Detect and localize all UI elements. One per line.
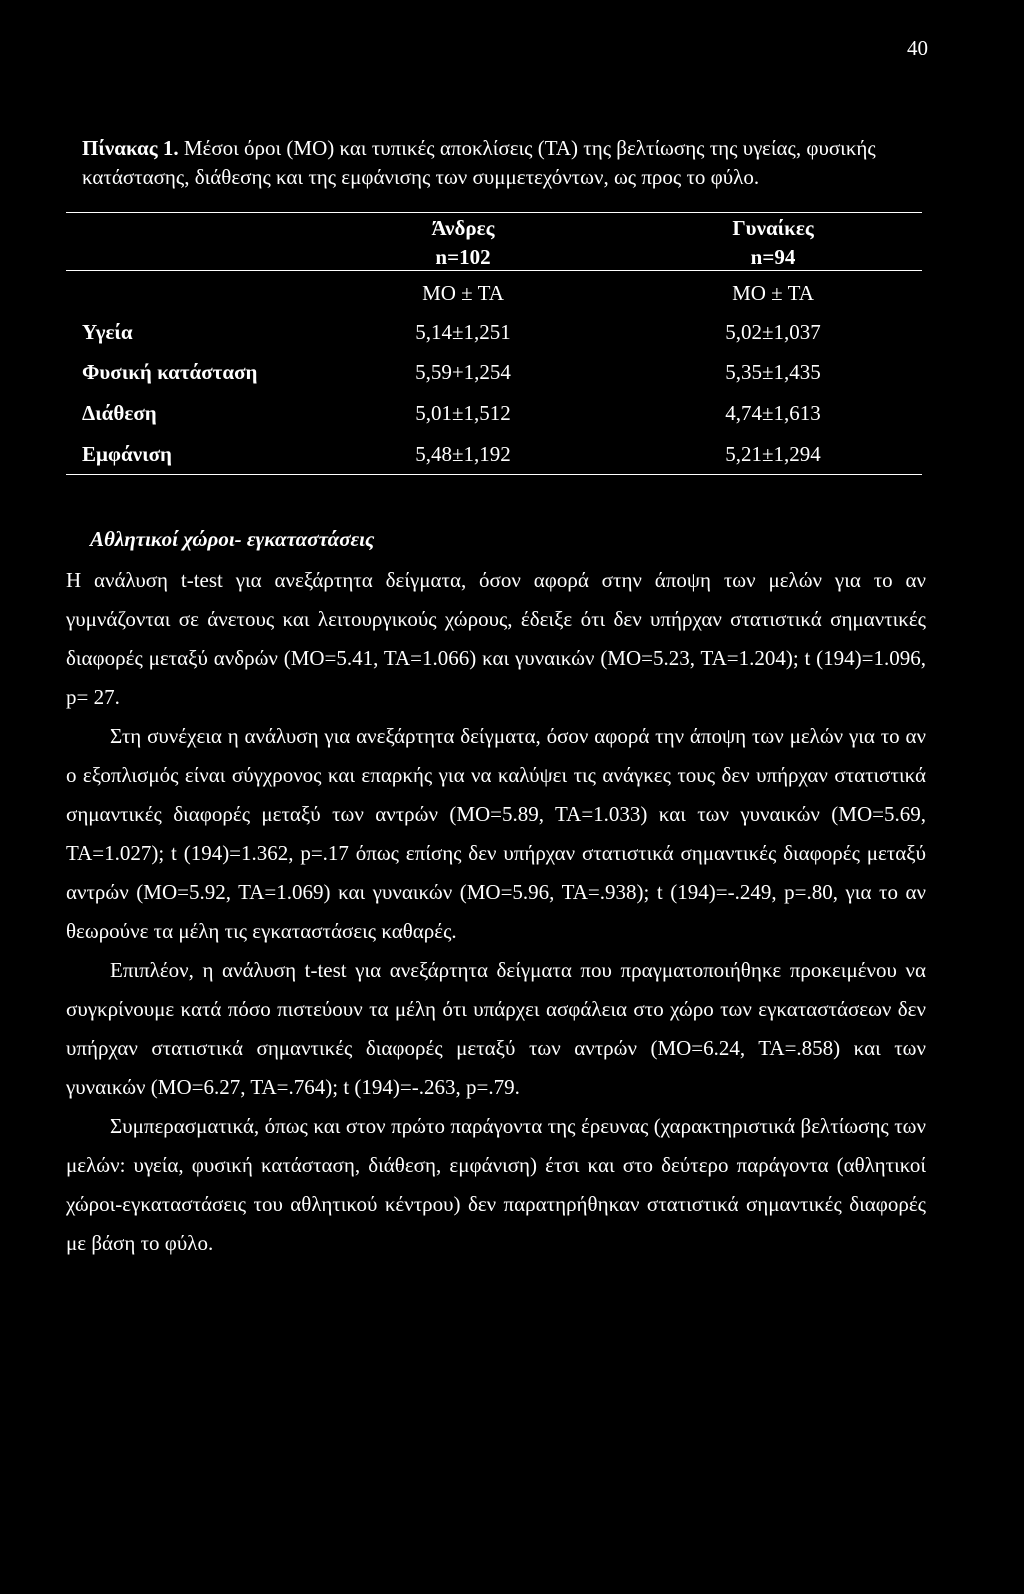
section-title: Αθλητικοί χώροι- εγκαταστάσεις bbox=[90, 527, 375, 551]
cell-men: 5,01±1,512 bbox=[415, 401, 511, 425]
table-bottom-rule bbox=[66, 474, 922, 475]
column-header-women bbox=[663, 214, 883, 308]
cell-men: 5,59+1,254 bbox=[415, 360, 511, 384]
column-stat-label: ΜΟ ± ΤΑ bbox=[732, 281, 814, 305]
page-number: 40 bbox=[907, 36, 928, 60]
table-caption bbox=[82, 134, 942, 192]
row-label: Διάθεση bbox=[82, 401, 157, 425]
cell-women: 5,35±1,435 bbox=[725, 360, 821, 384]
column-n-label: n=94 bbox=[750, 245, 796, 269]
cell-women: 5,02±1,037 bbox=[725, 320, 821, 344]
paragraph: Συμπερασματικά, όπως και στον πρώτο παράγοντα της έρευνας (χαρακτηριστικά βελτίωσης των μελών: υγεία, φυσική κατάσταση, διάθεση, εμφάνιση) έτσι και στο δεύτερο παράγοντα (αθλητικοί χώροι-εγκαταστάσεις του αθλητικού κέντρου) δεν παρατηρήθηκαν στατιστικά σημαντικές διαφορές με βάση το φύλο. bbox=[66, 1114, 926, 1255]
paragraph: Η ανάλυση t-test για ανεξάρτητα δείγματα, όσον αφορά στην άποψη των μελών για το αν γυμνάζονται σε άνετους και λειτουργικούς χώρους, έδειξε ότι δεν υπήρχαν στατιστικά σημαντικές διαφορές μεταξύ ανδρών (ΜΟ=5.41, ΤΑ=1.066) και γυναικών (ΜΟ=5.23, ΤΑ=1.204); t (194)=1.096, p= 27. bbox=[66, 568, 926, 709]
cell-women: 5,21±1,294 bbox=[725, 442, 821, 466]
paragraph: Επιπλέον, η ανάλυση t-test για ανεξάρτητα δείγματα που πραγματοποιήθηκε προκειμένου να συγκρίνουμε κατά πόσο πιστεύουν τα μέλη ότι υπάρχει ασφάλεια στο χώρο των εγκαταστάσεων δεν υπήρχαν στατιστικά σημαντικές διαφορές μεταξύ των αντρών (ΜΟ=6.24, ΤΑ=.858) και των γυναικών (ΜΟ=6.27, ΤΑ=.764); t (194)=-.263, p=.79. bbox=[66, 958, 926, 1099]
column-group-label: Γυναίκες bbox=[732, 216, 814, 240]
row-label: Φυσική κατάσταση bbox=[82, 360, 258, 384]
table-top-rule bbox=[66, 212, 922, 213]
table-caption-label: Πίνακας 1. bbox=[82, 136, 179, 160]
column-stat-label: ΜΟ ± ΤΑ bbox=[422, 281, 504, 305]
cell-men: 5,14±1,251 bbox=[415, 320, 511, 344]
cell-men: 5,48±1,192 bbox=[415, 442, 511, 466]
row-label: Υγεία bbox=[82, 320, 133, 344]
row-label: Εμφάνιση bbox=[82, 442, 172, 466]
table-caption-text: Μέσοι όροι (ΜΟ) και τυπικές αποκλίσεις (ΤΑ) της βελτίωσης της υγείας, φυσικής κατάστασης, διάθεσης και της εμφάνισης των συμμετεχόντων, ως προς το φύλο. bbox=[82, 136, 876, 189]
cell-women: 4,74±1,613 bbox=[725, 401, 821, 425]
column-group-label: Άνδρες bbox=[431, 216, 495, 240]
column-header-men bbox=[353, 214, 573, 308]
body-text bbox=[66, 561, 926, 1263]
column-n-label: n=102 bbox=[435, 245, 491, 269]
paragraph: Στη συνέχεια η ανάλυση για ανεξάρτητα δείγματα, όσον αφορά την άποψη των μελών για το αν ο εξοπλισμός είναι σύγχρονος και επαρκής για να καλύψει τις ανάγκες τους δεν υπήρχαν στατιστικά σημαντικές διαφορές μεταξύ των αντρών (ΜΟ=5.89, ΤΑ=1.033) και των γυναικών (ΜΟ=5.69, ΤΑ=1.027); t (194)=1.362, p=.17 όπως επίσης δεν υπήρχαν στατιστικά σημαντικές διαφορές μεταξύ αντρών (ΜΟ=5.92, ΤΑ=1.069) και γυναικών (ΜΟ=5.96, ΤΑ=.938); t (194)=-.249, p=.80, για το αν θεωρούνε τα μέλη τις εγκαταστάσεις καθαρές. bbox=[66, 724, 926, 943]
